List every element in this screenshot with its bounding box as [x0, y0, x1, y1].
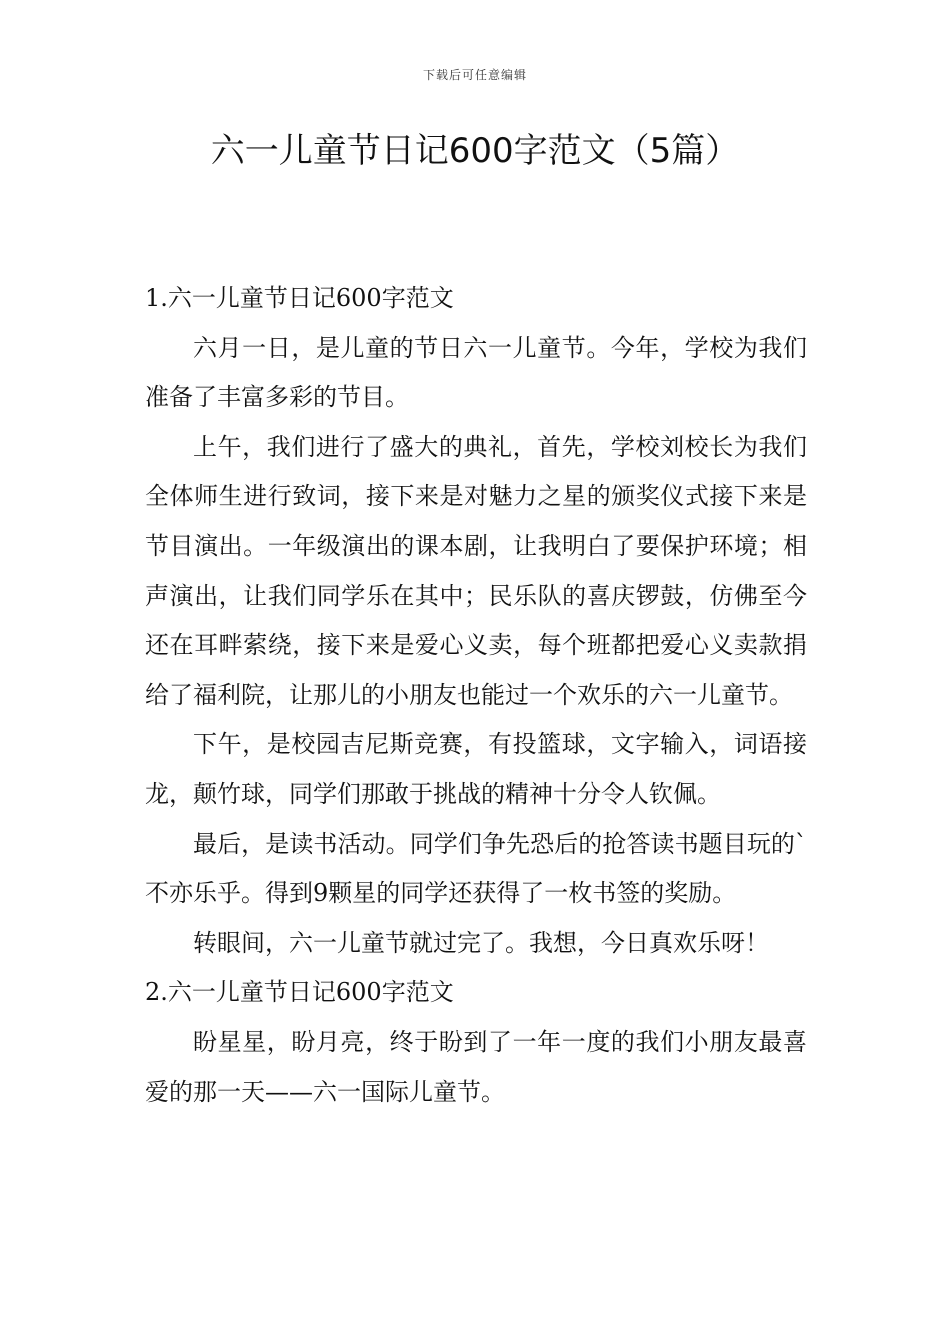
paragraph: 转眼间，六一儿童节就过完了。我想，今日真欢乐呀！ — [193, 928, 769, 957]
section-heading: 1.六一儿童节日记600字范文 — [145, 284, 454, 312]
paragraph: 最后，是读书活动。同学们争先恐后的抢答读书题目玩的`不亦乐乎。得到9颗星的同学还获得了一枚书签的奖励。 — [145, 829, 807, 908]
document-body — [145, 274, 807, 1117]
paragraph: 下午，是校园吉尼斯竞赛，有投篮球，文字输入，词语接龙，颠竹球，同学们那敢于挑战的精神十分令人钦佩。 — [145, 730, 807, 808]
paragraph: 盼星星，盼月亮，终于盼到了一年一度的我们小朋友最喜爱的那一天——六一国际儿童节。 — [145, 1027, 807, 1106]
paragraph: 六月一日，是儿童的节日六一儿童节。今年，学校为我们准备了丰富多彩的节目。 — [145, 333, 807, 412]
paragraph: 上午，我们进行了盛大的典礼，首先，学校刘校长为我们全体师生进行致词，接下来是对魅力之星的颁奖仪式接下来是节目演出。一年级演出的课本剧，让我明白了要保护环境；相声演出，让我们同学乐在其中；民乐队的喜庆锣鼓，仿佛至今还在耳畔萦绕，接下来是爱心义卖，每个班都把爱心义卖款捐给了福利院，让那儿的小朋友也能过一个欢乐的六一儿童节。 — [145, 432, 807, 709]
header-note: 下载后可任意编辑 — [422, 68, 527, 82]
section-heading: 2.六一儿童节日记600字范文 — [145, 978, 454, 1007]
document-title: 六一儿童节日记600字范文（5篇） — [210, 131, 740, 171]
